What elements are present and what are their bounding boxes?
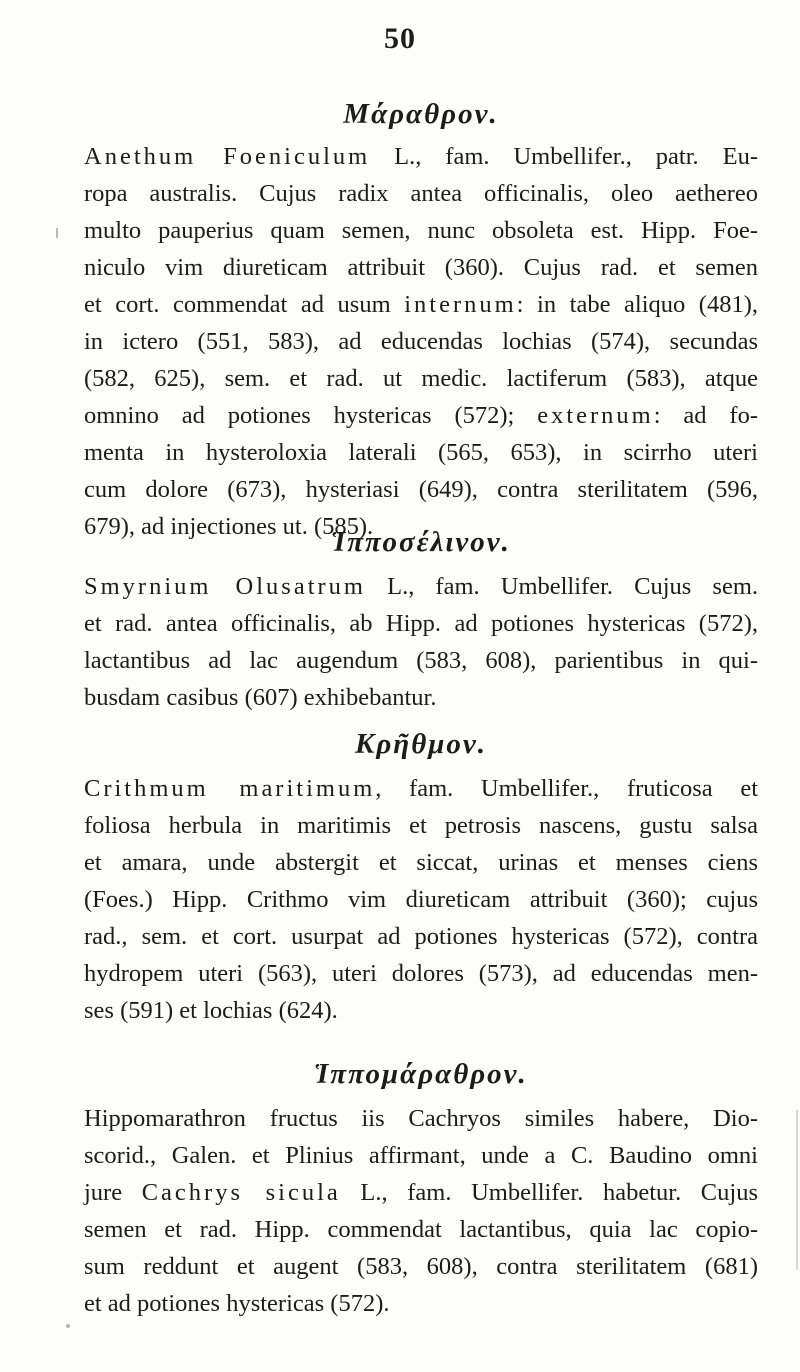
text-line [84,397,758,434]
text-line [84,770,758,807]
entry-text [84,138,758,545]
text-segment: et amara, unde abstergit et siccat, urinas et menses ciens [84,849,758,876]
text-segment: multo pauperius quam semen, nunc obsoleta est. Hipp. Foe- [84,217,758,244]
text-segment: : ad fo- [653,402,758,429]
species-name: internum [404,291,517,318]
text-line [84,605,758,642]
entry-text [84,770,758,1029]
text-segment: scorid., Galen. et Plinius affirmant, unde a C. Baudino omni [84,1142,758,1169]
species-name: Anethum Foeniculum [84,143,371,170]
text-segment: sum reddunt et augent (583, 608), contra sterilitatem (681) [84,1253,758,1280]
text-segment: (582, 625), sem. et rad. ut medic. lactiferum (583), atque [84,365,758,392]
text-line [84,323,758,360]
entry-text [84,1100,758,1322]
entry-heading: Ἱπποσέλινον. [331,526,511,558]
text-segment: , fam. Umbellifer., fruticosa et [375,775,758,802]
text-segment: Hippomarathron fructus iis Cachryos similes habere, Dio- [84,1105,758,1132]
text-line [84,249,758,286]
entry-hipposelinon [84,522,758,716]
species-name: Cachrys sicula [141,1179,341,1206]
species-name: externum [537,402,654,429]
text-segment: semen et rad. Hipp. commendat lactantibus, quia lac copio- [84,1216,758,1243]
text-line [84,1211,758,1248]
text-segment: ses (591) et lochias (624). [84,997,338,1024]
text-segment: rad., sem. et cort. usurpat ad potiones hystericas (572), contra [84,923,758,950]
text-segment: 679), ad injectiones ut. (585). [84,513,374,540]
text-segment: niculo vim diureticam attribuit (360). Cujus rad. et semen [84,254,758,281]
text-segment: L., fam. Umbellifer. habetur. Cujus [340,1179,758,1206]
entry-hippomarathron [84,1054,758,1322]
text-segment: omnino ad potiones hystericas (572); [84,402,538,429]
scan-speck [66,1324,70,1328]
scan-speck [56,228,58,238]
entry-heading: Μάραθρον. [343,98,499,130]
text-segment: ropa australis. Cujus radix antea officinalis, oleo aethereo [84,180,758,207]
text-line [84,807,758,844]
text-segment: et cort. commendat ad usum [84,291,405,318]
text-line [84,1248,758,1285]
text-line [84,642,758,679]
text-segment: et rad. antea officinalis, ab Hipp. ad potiones hystericas (572), [84,610,758,637]
text-segment: hydropem uteri (563), uteri dolores (573), ad educendas men- [84,960,758,987]
text-segment: et ad potiones hystericas (572). [84,1290,390,1317]
text-line [84,881,758,918]
text-segment: lactantibus ad lac augendum (583, 608), parientibus in qui- [84,647,758,674]
text-segment: L., fam. Umbellifer. Cujus sem. [366,573,758,600]
text-line [84,1137,758,1174]
species-name: Crithmum maritimum [84,775,376,802]
text-line [84,212,758,249]
text-segment: busdam casibus (607) exhibebantur. [84,684,437,711]
scan-edge [796,1110,798,1270]
text-line [84,286,758,323]
text-line [84,1285,758,1322]
text-line [84,1174,758,1211]
text-line [84,844,758,881]
text-line [84,434,758,471]
text-line [84,918,758,955]
text-line [84,138,758,175]
text-line [84,360,758,397]
text-line [84,1100,758,1137]
text-segment: jure [84,1179,142,1206]
text-line [84,568,758,605]
entry-marathron [84,94,758,545]
text-line [84,175,758,212]
text-segment: in ictero (551, 583), ad educendas lochias (574), secundas [84,328,758,355]
text-line [84,955,758,992]
text-line [84,992,758,1029]
text-line [84,471,758,508]
text-line [84,679,758,716]
entry-krethmon [84,724,758,1029]
text-segment: (Foes.) Hipp. Crithmo vim diureticam attribuit (360); cujus [84,886,758,913]
species-name: Smyrnium Olusatrum [84,573,366,600]
text-segment: foliosa herbula in maritimis et petrosis nascens, gustu salsa [84,812,758,839]
entry-heading: Κρῆθμον. [355,728,487,760]
text-segment: cum dolore (673), hysteriasi (649), contra sterilitatem (596, [84,476,758,503]
page-number: 50 [384,22,416,55]
text-segment: menta in hysteroloxia laterali (565, 653), in scirrho uteri [84,439,758,466]
entry-heading: Ἱππομάραθρον. [314,1058,528,1090]
text-segment: L., fam. Umbellifer., patr. Eu- [370,143,758,170]
text-segment: : in tabe aliquo (481), [516,291,759,318]
entry-text [84,568,758,716]
